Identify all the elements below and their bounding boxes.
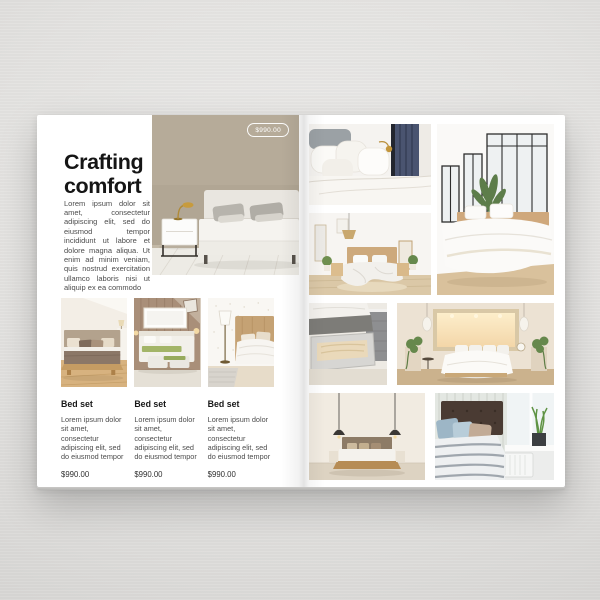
gallery-photo-panoramic-windows bbox=[437, 124, 554, 295]
product-photo bbox=[208, 298, 274, 387]
product-photo-illustration-1 bbox=[61, 298, 127, 387]
product-name: Bed set bbox=[134, 399, 167, 409]
gallery-photo-niche-bedroom bbox=[397, 303, 554, 385]
product-photo-illustration-3 bbox=[208, 298, 274, 387]
product-photo bbox=[61, 298, 127, 387]
product-photo-illustration-2 bbox=[134, 298, 200, 387]
product-photo bbox=[134, 298, 200, 387]
gallery-photo-illustration-1 bbox=[309, 124, 431, 205]
gallery-photo-pendant-bedroom bbox=[309, 393, 425, 480]
gallery-photo-illustration-4 bbox=[309, 303, 387, 385]
gallery-photo-illustration-7 bbox=[435, 393, 554, 480]
product-name: Bed set bbox=[61, 399, 93, 409]
gallery-photo-blue-pillow-bedroom bbox=[435, 393, 554, 480]
gallery-photo-illustration-6 bbox=[309, 393, 425, 480]
product-card bbox=[208, 298, 274, 479]
product-price: $990.00 bbox=[134, 470, 163, 480]
gallery-photo-illustration-3 bbox=[437, 124, 554, 295]
price-badge: $990.00 bbox=[247, 123, 289, 137]
product-price: $990.00 bbox=[61, 470, 90, 480]
product-description: Lorem ipsum dolor sit amet, consectetur adipiscing elit, sed do eiusmod tempor bbox=[61, 415, 124, 462]
intro-paragraph: Lorem ipsum dolor sit amet, consectetur adipiscing elit, sed do eiusmod tempor incididunt ut labore et dolore magna aliqua. Ut enim ad minim veniam, quis nostrud exercitation ullamco laboris nisi ut aliquip ex ea commodo bbox=[64, 198, 150, 293]
gallery-photo-illustration-2 bbox=[309, 213, 431, 295]
gallery-photo-pillows-curtain bbox=[309, 124, 431, 205]
page-stack-edge bbox=[37, 487, 565, 490]
product-description: Lorem ipsum dolor sit amet, consectetur adipiscing elit, sed do eiusmod tempor bbox=[134, 415, 197, 462]
page-title: Crafting comfort bbox=[64, 150, 144, 198]
product-card bbox=[134, 298, 200, 479]
hero-photo bbox=[152, 115, 299, 275]
product-price: $990.00 bbox=[207, 470, 236, 480]
product-description: Lorem ipsum dolor sit amet, consectetur adipiscing elit, sed do eiusmod tempor bbox=[207, 415, 271, 462]
gallery-photo-wooden-bed bbox=[309, 213, 431, 295]
gallery-photo-illustration-5 bbox=[397, 303, 554, 385]
product-name: Bed set bbox=[207, 399, 240, 409]
gallery-photo-storage-bed bbox=[309, 303, 387, 385]
magazine-spread bbox=[37, 115, 565, 487]
product-card bbox=[61, 298, 127, 479]
hero-photo-illustration bbox=[152, 115, 299, 275]
product-list bbox=[61, 298, 274, 479]
